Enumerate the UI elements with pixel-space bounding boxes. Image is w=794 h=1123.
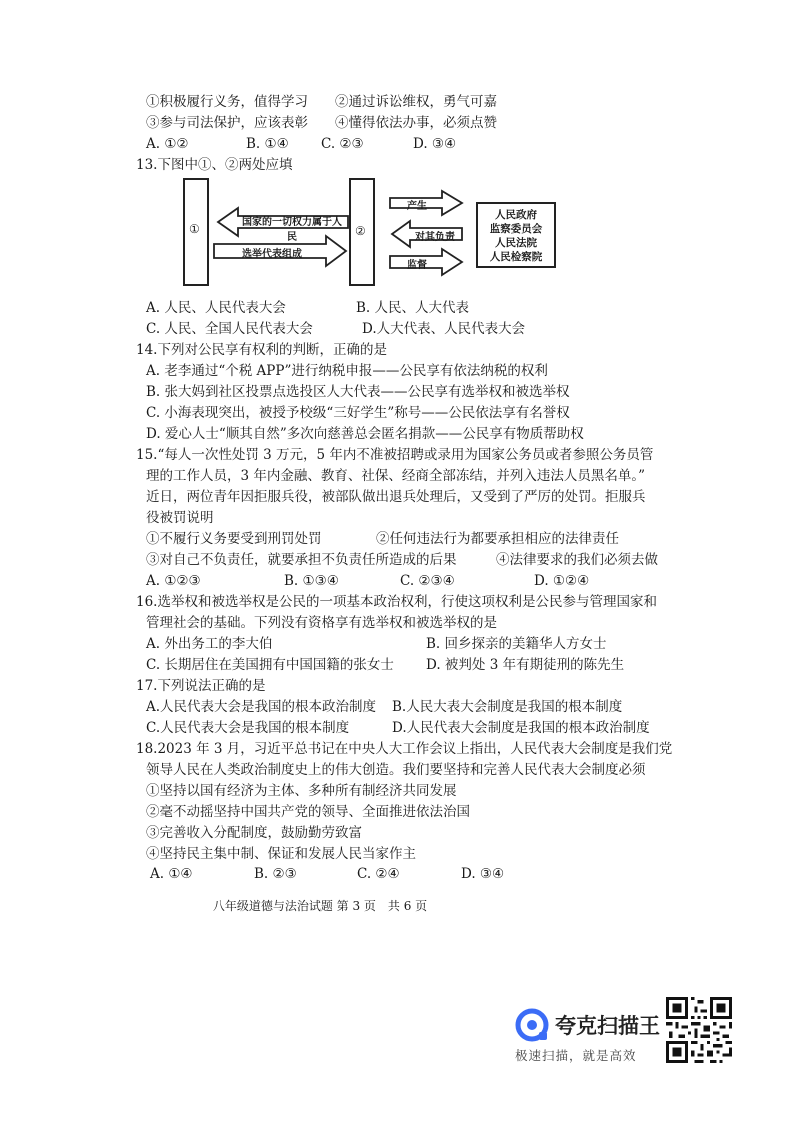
q12-choice-a: A. ①② bbox=[146, 136, 189, 152]
q15-option-4: ④法律要求的我们必须去做 bbox=[496, 552, 658, 568]
q16-stem-line2: 管理社会的基础。下列没有资格享有选举权和被选举权的是 bbox=[146, 615, 497, 631]
arrow-top-label: 国家的一切权力属于人民 bbox=[242, 217, 342, 243]
qr-code-icon bbox=[666, 997, 732, 1063]
q13-choice-b: B. 人民、人大代表 bbox=[356, 300, 470, 316]
q15-stem-line1: 15.“每人一次性处罚 3 万元，5 年内不准被招聘或录用为国家公务员或者参照公务员管 bbox=[136, 447, 654, 463]
q16-stem-line1: 16.选举权和被选举权是公民的一项基本政治权利，行使这项权利是公民参与管理国家和 bbox=[136, 594, 657, 610]
q17-choice-c: C.人民代表大会是我国的根本制度 bbox=[146, 720, 350, 736]
page-footer: 八年级道德与法治试题 第 3 页 共 6 页 bbox=[212, 899, 428, 913]
q13-choice-a: A. 人民、人民代表大会 bbox=[146, 300, 286, 316]
q16-choice-a: A. 外出务工的李大伯 bbox=[146, 636, 273, 652]
q13-choice-d: D.人大代表、人民代表大会 bbox=[362, 321, 526, 337]
q16-choice-c: C. 长期居住在美国拥有中国国籍的张女士 bbox=[146, 657, 394, 673]
q15-stem-line4: 役被罚说明 bbox=[146, 510, 214, 526]
arrow-responsible-label: 对其负责 bbox=[415, 232, 455, 243]
q18-option-4: ④坚持民主集中制、保证和发展人民当家作主 bbox=[146, 846, 416, 862]
q14-choice-d: D. 爱心人士“顺其自然”多次向慈善总会匿名捐款——公民享有物质帮助权 bbox=[146, 426, 584, 442]
q15-option-3: ③对自己不负责任，就要承担不负责任所造成的后果 bbox=[146, 552, 457, 568]
organ-procuratorate: 人民检察院 bbox=[489, 251, 543, 263]
q15-option-1: ①不履行义务要受到刑罚处罚 bbox=[146, 531, 322, 547]
q15-choice-c: C. ②③④ bbox=[400, 573, 455, 589]
q14-stem: 14.下列对公民享有权利的判断，正确的是 bbox=[136, 342, 387, 358]
q15-option-2: ②任何违法行为都要承担相应的法律责任 bbox=[376, 531, 619, 547]
diagram-box-1-label: ① bbox=[189, 222, 200, 236]
q18-choice-d: D. ③④ bbox=[461, 866, 505, 882]
arrow-produce-label: 产生 bbox=[407, 201, 427, 212]
diagram-box-2-label: ② bbox=[355, 224, 366, 238]
q17-choice-a: A.人民代表大会是我国的根本政治制度 bbox=[146, 699, 377, 715]
brand-name: 夸克扫描王 bbox=[555, 1014, 660, 1038]
q18-option-3: ③完善收入分配制度，鼓励勤劳致富 bbox=[146, 825, 362, 841]
arrow-supervise-label: 监督 bbox=[407, 260, 427, 271]
q13-choice-c: C. 人民、全国人民代表大会 bbox=[146, 321, 313, 337]
q15-stem-line2: 理的工作人员，3 年内金融、教育、社保、经商全部冻结，并列入违法人员黑名单。” bbox=[146, 468, 646, 484]
q18-choice-c: C. ②④ bbox=[357, 866, 400, 882]
q13-stem: 13.下图中①、②两处应填 bbox=[136, 157, 293, 173]
q15-choice-d: D. ①②④ bbox=[534, 573, 590, 589]
organ-government: 人民政府 bbox=[495, 209, 537, 221]
q15-choice-a: A. ①②③ bbox=[146, 573, 201, 589]
q18-choice-a: A. ①④ bbox=[150, 866, 193, 882]
q13-diagram bbox=[180, 176, 560, 288]
q12-options-line2: ③参与司法保护，应该表彰 ④懂得依法办事，必须点赞 bbox=[146, 115, 497, 131]
q12-choice-b: B. ①④ bbox=[246, 136, 289, 152]
q15-choice-b: B. ①③④ bbox=[284, 573, 339, 589]
q15-stem-line3: 近日，两位青年因拒服兵役，被部队做出退兵处理后，又受到了严厉的处罚。拒服兵 bbox=[146, 489, 646, 505]
q18-stem-line2: 领导人民在人类政治制度史上的伟大创造。我们要坚持和完善人民代表大会制度必须 bbox=[146, 762, 646, 778]
organ-court: 人民法院 bbox=[495, 237, 537, 249]
q14-choice-c: C. 小海表现突出，被授予校级“三好学生”称号——公民依法享有名誉权 bbox=[146, 405, 570, 421]
q14-choice-a: A. 老李通过“个税 APP”进行纳税申报——公民享有依法纳税的权利 bbox=[146, 363, 548, 379]
arrow-bottom-label: 选举代表组成 bbox=[242, 249, 302, 260]
q18-stem-line1: 18.2023 年 3 月，习近平总书记在中央人大工作会议上指出，人民代表大会制度是我们党 bbox=[136, 741, 673, 757]
q14-choice-b: B. 张大妈到社区投票点选投区人大代表——公民享有选举权和被选举权 bbox=[146, 384, 570, 400]
state-organs-box bbox=[476, 202, 556, 268]
q18-choice-b: B. ②③ bbox=[254, 866, 297, 882]
q12-options-line1: ①积极履行义务，值得学习 ②通过诉讼维权，勇气可嘉 bbox=[146, 94, 497, 110]
q17-stem: 17.下列说法正确的是 bbox=[136, 678, 266, 694]
quark-logo-icon bbox=[515, 1008, 549, 1042]
q12-choice-c: C. ②③ bbox=[321, 136, 364, 152]
q18-option-2: ②毫不动摇坚持中国共产党的领导、全面推进依法治国 bbox=[146, 804, 470, 820]
q12-choice-d: D. ③④ bbox=[413, 136, 457, 152]
q16-choice-d: D. 被判处 3 年有期徒刑的陈先生 bbox=[426, 657, 625, 673]
q17-choice-b: B.人民大表大会制度是我国的根本制度 bbox=[392, 699, 623, 715]
q18-option-1: ①坚持以国有经济为主体、多种所有制经济共同发展 bbox=[146, 783, 457, 799]
q17-choice-d: D.人民代表大会制度是我国的根本政治制度 bbox=[392, 720, 650, 736]
brand-tagline: 极速扫描，就是高效 bbox=[515, 1048, 637, 1063]
organ-supervision: 监察委员会 bbox=[489, 223, 543, 235]
q16-choice-b: B. 回乡探亲的美籍华人方女士 bbox=[426, 636, 607, 652]
